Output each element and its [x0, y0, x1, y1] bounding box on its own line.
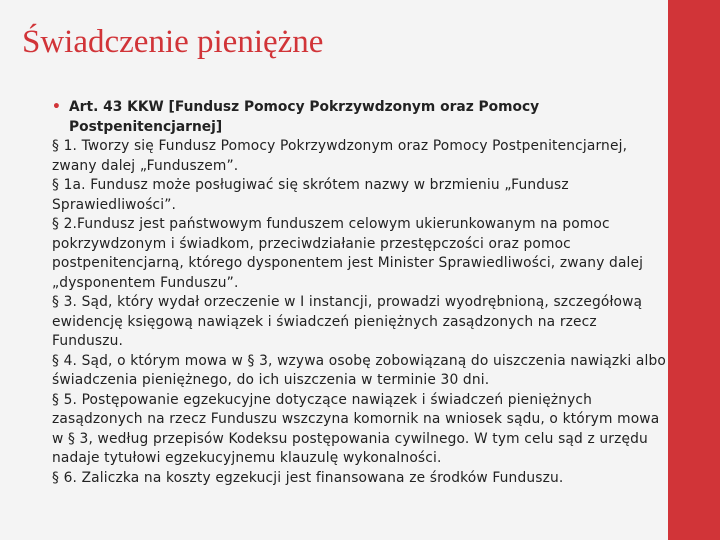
paragraph-3: § 3. Sąd, który wydał orzeczenie w I instancji, prowadzi wyodrębnioną, szczegółową ewidencję księgową nawiązek i świadczeń pieniężnych zasądzonych na rzecz Funduszu. — [52, 294, 643, 349]
paragraph-4: § 4. Sąd, o którym mowa w § 3, wzywa osobę zobowiązaną do uiszczenia nawiązki albo świadczenia pieniężnego, do ich uiszczenia w terminie 30 dni. — [52, 352, 666, 388]
accent-band — [668, 0, 720, 540]
paragraph-1a: § 1a. Fundusz może posługiwać się skrótem nazwy w brzmieniu „Fundusz Sprawiedliwości”. — [52, 177, 569, 213]
bullet-dot-icon: • — [52, 99, 61, 115]
paragraph-2: § 2.Fundusz jest państwowym funduszem celowym ukierunkowanym na pomoc pokrzywdzonym i świadkom, przeciwdziałanie przestępczości oraz pomoc postpenitencjarną, którego dysponentem jest Minister Sprawiedliwości, zwany dalej „dysponentem Funduszu”. — [52, 216, 644, 291]
bullet-item — [52, 98, 668, 137]
slide-title: Świadczenie pieniężne — [22, 24, 324, 60]
paragraph-6: § 6. Zaliczka na koszty egzekucji jest finansowana ze środków Funduszu. — [52, 469, 564, 486]
slide-body — [52, 98, 668, 488]
bullet-text: Art. 43 KKW [Fundusz Pomocy Pokrzywdzonym oraz Pomocy Postpenitencjarnej] — [69, 99, 540, 135]
paragraph-list — [52, 137, 668, 488]
paragraph-1: § 1. Tworzy się Fundusz Pomocy Pokrzywdzonym oraz Pomocy Postpenitencjarnej, zwany dalej „Funduszem”. — [52, 138, 628, 174]
paragraph-5: § 5. Postępowanie egzekucyjne dotyczące nawiązek i świadczeń pieniężnych zasądzonych na rzecz Funduszu wszczyna komornik na wniosek sądu, o którym mowa w § 3, według przepisów Kodeksu postępowania cywilnego. W tym celu sąd z urzędu nadaje tytułowi egzekucyjnemu klauzulę wykonalności. — [52, 391, 660, 466]
